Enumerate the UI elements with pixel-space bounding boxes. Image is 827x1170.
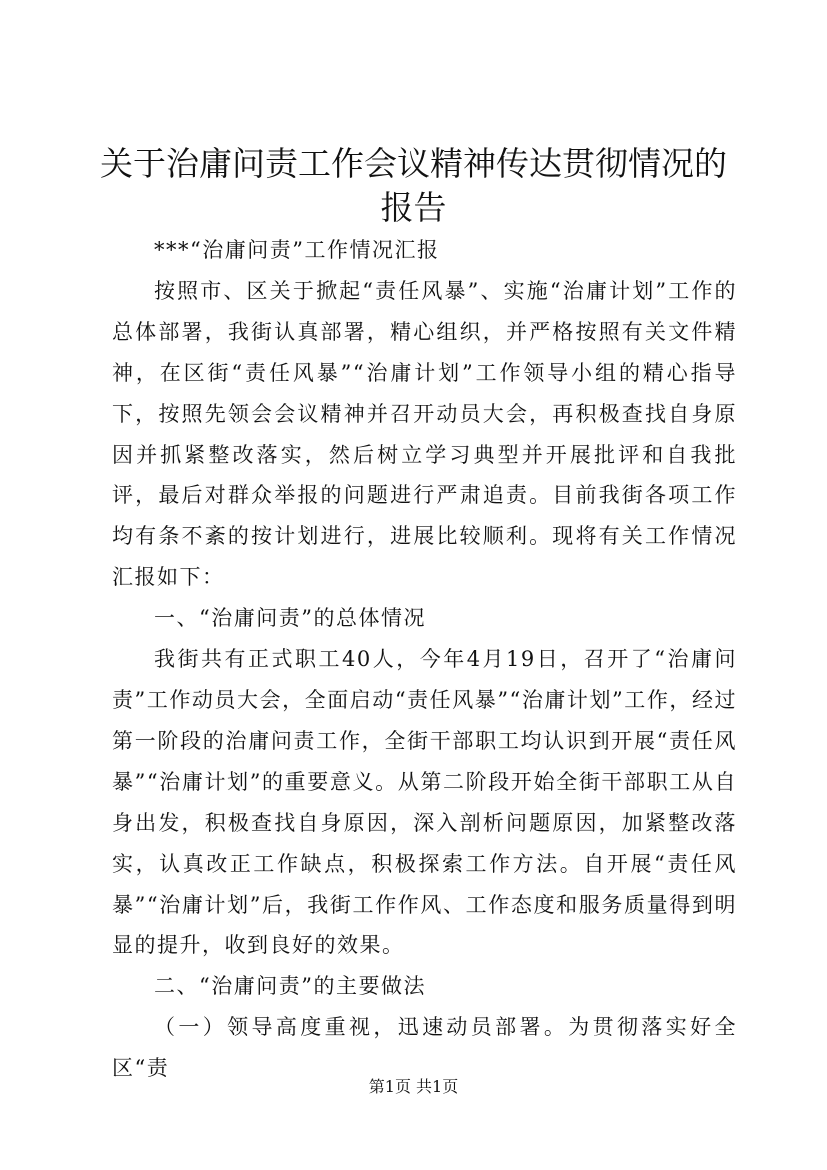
paragraph-subsection-1: （一）领导高度重视，迅速动员部署。为贯彻落实好全区“责 xyxy=(112,1015,737,1081)
paragraph-intro: 按照市、区关于掀起“责任风暴”、实施“治庸计划”工作的总体部署，我街认真部署，精心组织，并严格按照有关文件精神，在区街“责任风暴”“治庸计划”工作领导小组的精心指导下，按照先领会会议精神并召开动员大会，再积极查找自身原因并抓紧整改落实，然后树立学习典型并开展批评和自我批评，最后对群众举报的问题进行严肃追责。目前我街各项工作均有条不紊的按计划进行，进展比较顺利。现将有关工作情况汇报如下： xyxy=(112,278,737,590)
document-title: 关于治庸问责工作会议精神传达贯彻情况的报告 xyxy=(100,144,727,227)
section-heading-1: 一、“治庸问责”的总体情况 xyxy=(154,606,426,631)
paragraph-overview: 我街共有正式职工40人，今年4月19日，召开了“治庸问责”工作动员大会，全面启动“责任风暴”“治庸计划”工作，经过第一阶段的治庸问责工作，全街干部职工均认识到开展“责任风暴”“治庸计划”的重要意义。从第二阶段开始全街干部职工从自身出发，积极查找自身原因，深入剖析问题原因，加紧整改落实，认真改正工作缺点，积极探索工作方法。自开展“责任风暴”“治庸计划”后，我街工作作风、工作态度和服务质量得到明显的提升，收到良好的效果。 xyxy=(112,647,737,958)
document-body xyxy=(112,230,737,1089)
page-footer: 第1页 共1页 xyxy=(368,1077,459,1096)
paragraph-subtitle: ***“治庸问责”工作情况汇报 xyxy=(154,238,440,262)
section-heading-2: 二、“治庸问责”的主要做法 xyxy=(154,974,426,999)
